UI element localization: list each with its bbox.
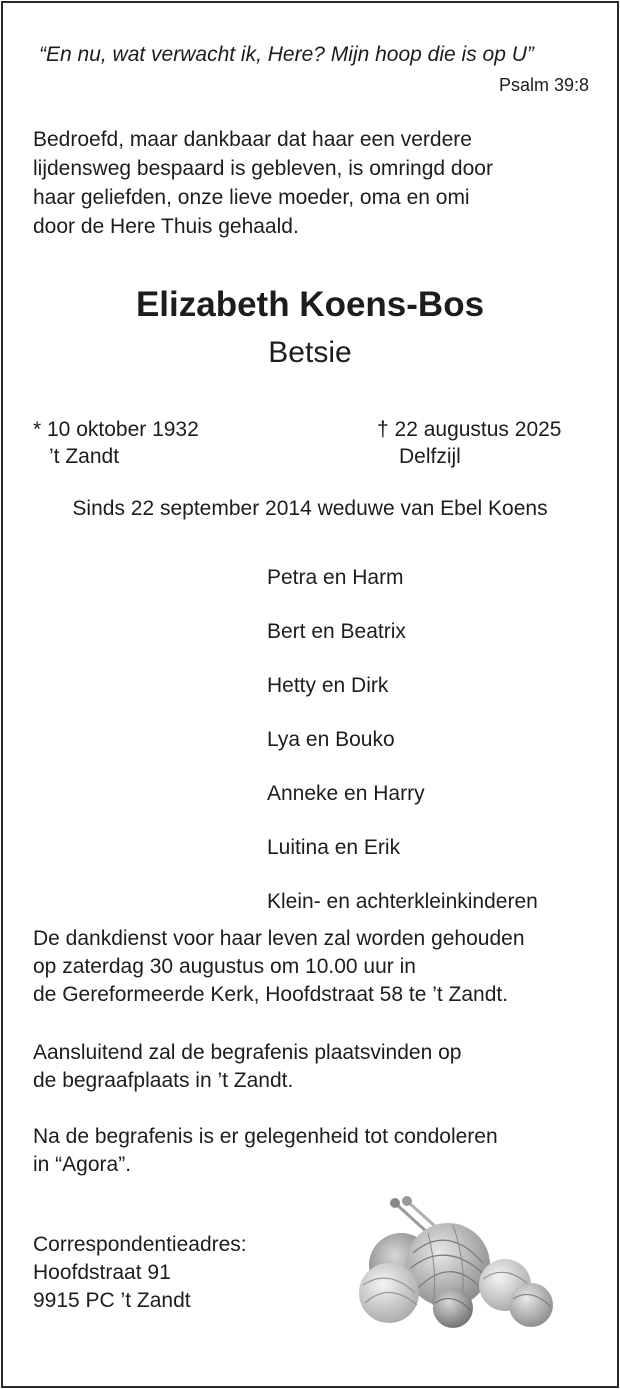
condolence-line: in “Agora”. [33,1153,132,1176]
widow-line: Sinds 22 september 2014 weduwe van Ebel Koens [72,497,548,520]
obituary-card [1,1,619,1388]
family-list [267,551,538,929]
birth-info [33,416,199,470]
death-date: † 22 augustus 2025 [377,418,562,441]
intro-line: lijdensweg bespaard is gebleven, is omringd door [33,157,493,180]
bible-quote: “En nu, wat verwacht ik, Here? Mijn hoop die is op U” [39,43,534,66]
deceased-name: Elizabeth Koens-Bos [135,285,485,324]
service-line: De dankdienst voor haar leven zal worden gehouden [33,927,525,950]
intro-line: haar geliefden, onze lieve moeder, oma en omi [33,186,470,209]
correspondence-street: Hoofdstraat 91 [33,1261,171,1284]
intro-line: Bedroefd, maar dankbaar dat haar een verdere [33,128,472,151]
yarn-balls-icon [343,1193,563,1333]
intro-line: door de Here Thuis gehaald. [33,215,299,238]
quote-reference: Psalm 39:8 [498,75,589,95]
deceased-nickname: Betsie [268,336,352,369]
burial-paragraph [33,1039,603,1095]
condolence-line: Na de begrafenis is er gelegenheid tot condoleren [33,1125,498,1148]
service-line: op zaterdag 30 augustus om 10.00 uur in [33,955,416,978]
service-line: de Gereformeerde Kerk, Hoofdstraat 58 te ’t Zandt. [33,983,509,1006]
burial-line: Aansluitend zal de begrafenis plaatsvinden op [33,1041,462,1064]
death-place: Delfzijl [399,445,461,468]
family-member: Luitina en Erik [267,836,401,859]
family-member: Anneke en Harry [267,782,425,805]
family-member: Lya en Bouko [267,728,395,751]
family-member: Klein- en achterkleinkinderen [267,890,538,913]
family-member: Petra en Harm [267,566,404,589]
family-member: Hetty en Dirk [267,674,389,697]
condolence-paragraph [33,1123,603,1179]
burial-line: de begraafplaats in ’t Zandt. [33,1069,294,1092]
birth-place: ’t Zandt [49,445,120,468]
intro-text [33,125,593,241]
correspondence-address [33,1231,247,1315]
birth-date: * 10 oktober 1932 [33,418,199,441]
correspondence-city: 9915 PC ’t Zandt [33,1289,191,1312]
death-info [377,416,562,470]
family-member: Bert en Beatrix [267,620,406,643]
service-paragraph [33,925,603,1009]
correspondence-label: Correspondentieadres: [33,1233,247,1256]
